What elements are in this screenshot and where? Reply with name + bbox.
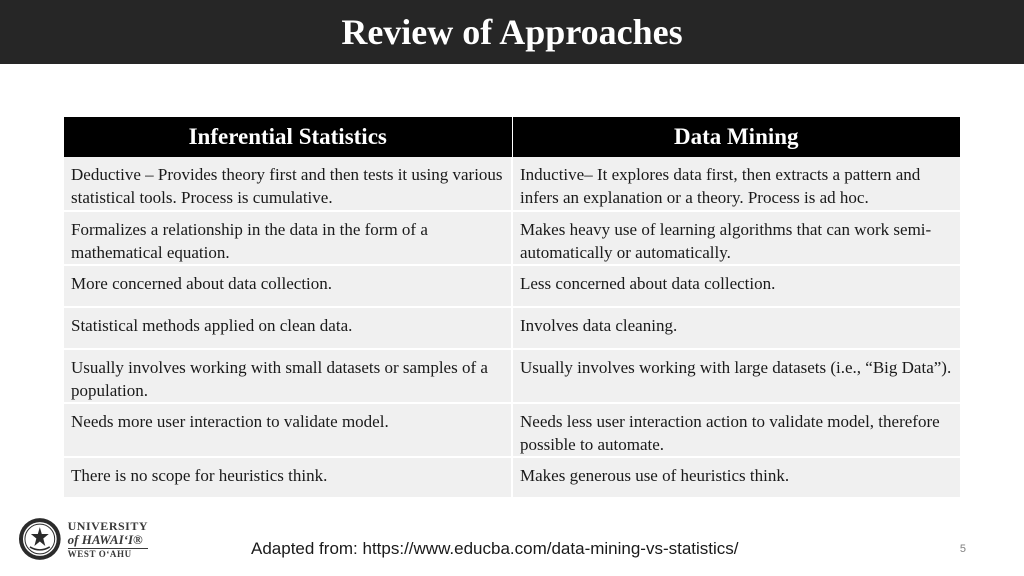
table-cell: Makes heavy use of learning algorithms that can work semi-automatically or automatically. [512,211,960,265]
table-row [64,349,960,403]
logo-line-hawaii: of HAWAI‘I® [67,531,143,547]
table-cell: Involves data cleaning. [512,307,960,349]
table-cell: Makes generous use of heuristics think. [512,457,960,498]
header-inferential-statistics: Inferential Statistics [64,117,512,157]
table-cell: Usually involves working with large datasets (i.e., “Big Data”). [512,349,960,403]
logo-line-west-oahu: WEST O‘AHU [68,548,148,559]
table-cell: Deductive – Provides theory first and then tests it using various statistical tools. Process is cumulative. [64,157,512,211]
title-bar [0,0,1024,64]
source-citation: Adapted from: https://www.educba.com/data-mining-vs-statistics/ [251,539,739,558]
table-row [64,157,960,211]
header-data-mining: Data Mining [512,117,960,157]
table-cell: Statistical methods applied on clean data. [64,307,512,349]
comparison-table [64,117,960,499]
table-cell: Less concerned about data collection. [512,265,960,307]
table-row [64,307,960,349]
table-row [64,211,960,265]
table-row [64,265,960,307]
table-cell: Usually involves working with small datasets or samples of a population. [64,349,512,403]
logo-wordmark [68,520,148,559]
table-cell: There is no scope for heuristics think. [64,457,512,498]
logo-line-university: UNIVERSITY [67,518,148,533]
table-cell: More concerned about data collection. [64,265,512,307]
university-seal-icon [18,517,62,561]
table-cell: Needs more user interaction to validate model. [64,403,512,457]
university-logo [18,515,148,563]
table-cell: Inductive– It explores data first, then extracts a pattern and infers an explanation or a theory. Process is ad hoc. [512,157,960,211]
table-row [64,457,960,498]
table-cell: Formalizes a relationship in the data in the form of a mathematical equation. [64,211,512,265]
slide-title: Review of Approaches [341,12,683,52]
page-number: 5 [959,543,966,555]
table-row [64,403,960,457]
table-header-row [64,117,960,157]
table-cell: Needs less user interaction action to validate model, therefore possible to automate. [512,403,960,457]
